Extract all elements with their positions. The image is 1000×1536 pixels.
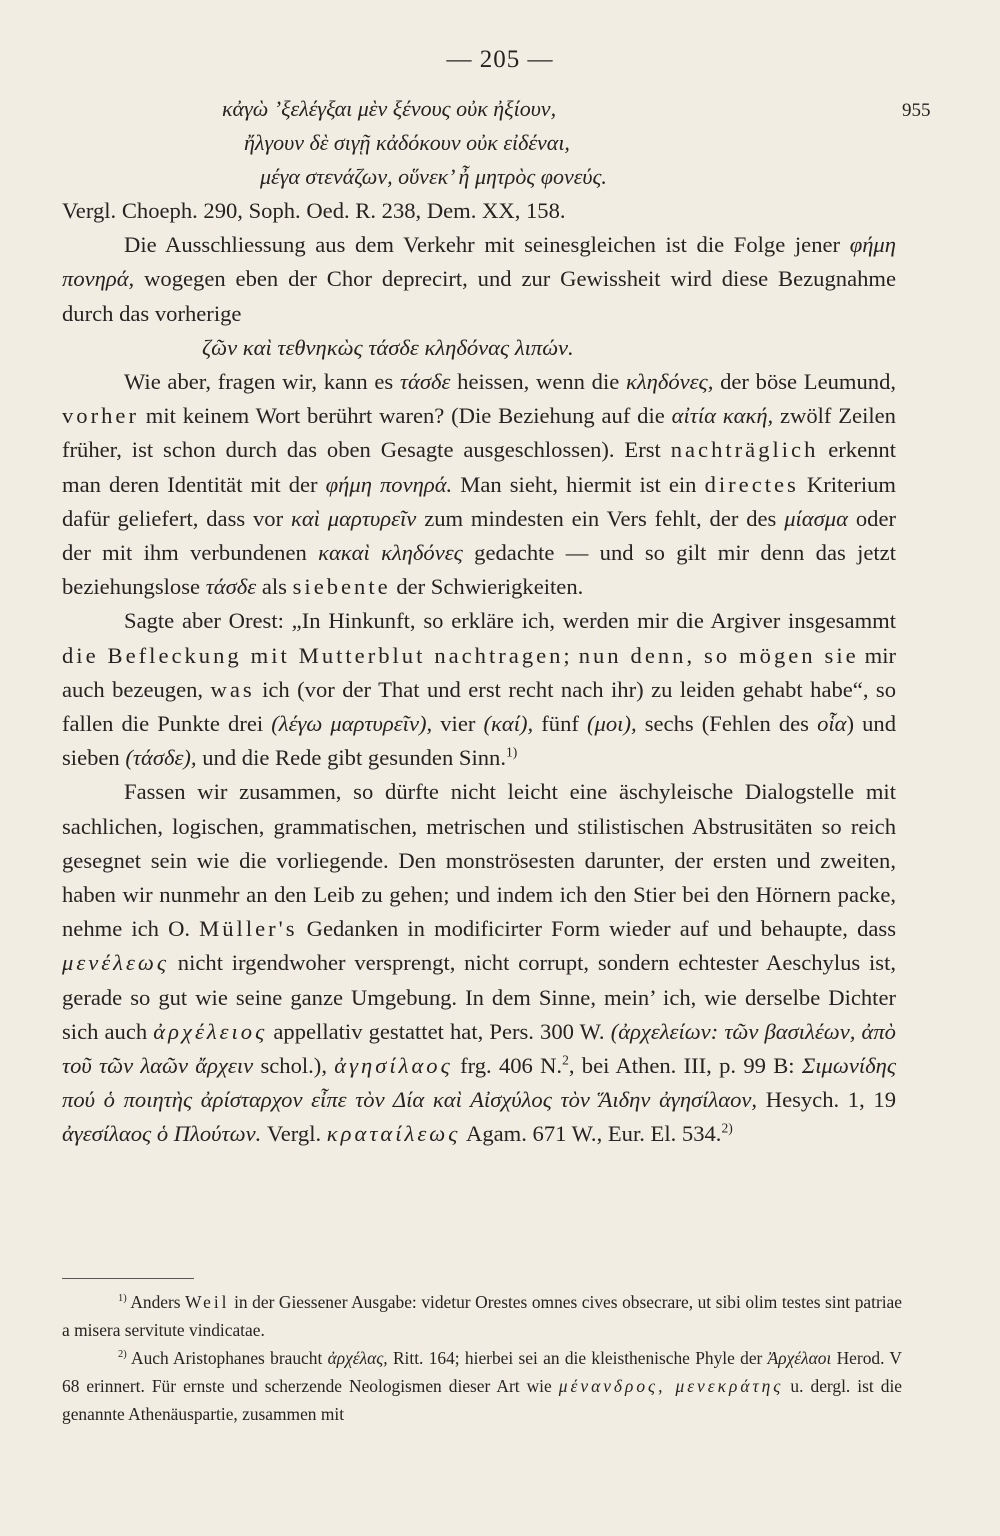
verse-line: μέγα στενάζων, οὕνεκ’ ἦ μητρὸς φονεύς.: [260, 164, 607, 189]
greek-phrase: μένανδρος, μενεκράτης: [558, 1376, 784, 1396]
footnote-marker: 2): [721, 1120, 733, 1136]
footnotes: [62, 1288, 902, 1428]
paragraph: Fassen wir zusammen, so dürfte nicht leicht eine äschyleische Dialogstelle mit sachlichen, logischen, grammatischen, metrischen und stilistischen Abstrusitäten so reich gesegnet sein wie die vorliegende. Den monströsesten darunter, der ersten und zweiten, haben wir nunmehr an den Leib zu gehen; und indem ich den Stier bei den Hörnern packe, nehme ich O. Müller's Gedanken in modificirter Form wieder auf und behaupte, dass μενέλεως nicht irgendwoher versprengt, nicht corrupt, sondern echtester Aeschylus ist, gerade so gut wie seine ganze Umgebung. In dem Sinne, mein’ ich, wie derselbe Dichter sich auch ἀρχέλειος appellativ gestattet hat, Pers. 300 W. (ἀρχελείων: τῶν βασιλέων, ἀπὸ τοῦ τῶν λαῶν ἄρχειν schol.), ἀγησίλαος frg. 406 N.$^2$, bei Athen. III, p. 99 B: Σιμωνίδης πού ὁ ποιητὴς ἀρίσταρχον εἶπε τὸν Δία καὶ Αἰσχύλος τὸν Ἅιδην ἀγησίλαον, Hesych. 1, 19 ἀγεσίλαος ὁ Πλούτων. Vergl. κραταίλεως Agam. 671 W., Eur. El. 534.$^{2)}$: [62, 779, 897, 1147]
greek-phrase: κραταίλεως: [326, 1121, 461, 1147]
spaced-emphasis: nun denn, so mögen sie: [578, 642, 859, 668]
verse-line-number: 955: [902, 100, 931, 121]
greek-phrase: φήμη πονηρά.: [325, 471, 453, 497]
greek-phrase: Ἀρχέλαοι: [767, 1348, 832, 1368]
verse-line: ἤλγουν δὲ σιγῇ κἀδόκουν οὐκ εἰδέναι,: [244, 130, 570, 155]
spaced-emphasis: siebente: [292, 574, 391, 600]
greek-phrase: (ἀρχελείων: τῶν βασιλέων, ἀπὸ τοῦ τῶν λαῶν ἄρχειν: [62, 1018, 896, 1079]
greek-phrase: Σιμωνίδης πού ὁ ποιητὴς ἀρίσταρχον εἶπε τὸν Δία καὶ Αἰσχύλος τὸν Ἅιδην ἀγησίλαον,: [62, 1053, 897, 1113]
greek-phrase: μίασμα: [784, 505, 849, 531]
spaced-emphasis: nachträglich: [670, 437, 819, 463]
greek-phrase: (μοι),: [587, 711, 637, 737]
footnote-divider: [62, 1278, 194, 1279]
quoted-verse: ζῶν καὶ τεθνηκὼς τάσδε κληδόνας λιπών.: [202, 334, 574, 360]
paragraph: Vergl. Choeph. 290, Soph. Oed. R. 238, Dem. XX, 158.: [62, 198, 566, 223]
footnote: $^{1)}$ Anders Weil in der Giessener Ausgabe: videtur Orestes omnes cives obsecrare, ut sibi olim testes sint patriae a misera servitute vindicatae.: [62, 1292, 902, 1340]
page-number: — 205 —: [446, 46, 554, 73]
greek-phrase: κακαὶ κληδόνες: [318, 540, 463, 566]
footnote-number: 1): [118, 1293, 127, 1305]
main-text: [62, 194, 896, 1152]
greek-phrase: ἀρχέλας,: [327, 1348, 388, 1368]
greek-phrase: ἀρχέλειος: [153, 1018, 268, 1044]
greek-phrase: (τάσδε),: [125, 745, 197, 771]
greek-phrase: (λέγω μαρτυρεῖν),: [271, 711, 433, 737]
footnote-number: 2): [118, 1349, 127, 1361]
spaced-emphasis: vorher: [62, 403, 139, 429]
paragraph: Sagte aber Orest: „In Hinkunft, so erkläre ich, werden mir die Argiver insgesammt die Befleckung mit Mutterblut nachtragen; nun denn, so mögen sie mir auch bezeugen, was ich (vor der That und erst recht nach ihr) zu leiden gehabt habe“, so fallen die Punkte drei (λέγω μαρτυρεῖν), vier (καί), fünf (μοι), sechs (Fehlen des οἷα) und sieben (τάσδε), und die Rede gibt gesunden Sinn.$^{1)}$: [62, 608, 897, 771]
footnote: $^{2)}$ Auch Aristophanes braucht ἀρχέλας, Ritt. 164; hierbei sei an die kleisthenische Phyle der Ἀρχέλαοι Herod. V 68 erinnert. Für ernste und scherzende Neologismen dieser Art wie μένανδρος, μενεκράτης u. dergl. ist die genannte Athenäuspartie, zusammen mit: [62, 1348, 903, 1424]
footnote-marker: 1): [505, 744, 518, 760]
spaced-emphasis: was: [210, 676, 255, 702]
greek-phrase: (καί),: [483, 711, 534, 737]
greek-phrase: καὶ μαρτυρεῖν: [290, 505, 417, 531]
paragraph: Die Ausschliessung aus dem Verkehr mit seinesgleichen ist die Folge jener φήμη πονηρά, wogegen eben der Chor deprecirt, und zur Gewissheit wird diese Bezugnahme durch das vorherige: [62, 232, 896, 326]
greek-phrase: οἷα: [817, 711, 847, 737]
paragraph: Wie aber, fragen wir, kann es τάσδε heissen, wenn die κληδόνες, der böse Leumund, vorher mit keinem Wort berührt waren? (Die Beziehung auf die αἰτία κακή, zwölf Zeilen früher, ist schon durch das oben Gesagte ausgeschlossen). Erst nachträglich erkennt man deren Identität mit der φήμη πονηρά. Man sieht, hiermit ist ein directes Kriterium dafür geliefert, dass vor καὶ μαρτυρεῖν zum mindesten ein Vers fehlt, der des μίασμα oder der mit ihm verbundenen κακαὶ κληδόνες gedachte — und so gilt mir denn das jetzt beziehungslose τάσδε als siebente der Schwierigkeiten.: [62, 369, 897, 600]
greek-phrase: αἰτία κακή,: [671, 403, 774, 429]
spaced-emphasis: die Befleckung mit Mutterblut nachtragen;: [62, 642, 573, 668]
verse-line: κἀγὼ ’ξελέγξαι μὲν ξένους οὐκ ἠξίουν,: [222, 96, 557, 121]
greek-phrase: τάσδε: [399, 369, 451, 395]
greek-phrase: μενέλεως: [62, 950, 169, 976]
greek-phrase: τάσδε: [205, 574, 257, 600]
superscript: 2: [562, 1052, 569, 1068]
spaced-emphasis: Müller's: [199, 916, 298, 942]
spaced-emphasis: Weil: [185, 1292, 230, 1312]
greek-phrase: ἀγησίλαος: [334, 1053, 453, 1079]
spaced-emphasis: directes: [704, 471, 799, 497]
greek-phrase: φήμη πονηρά,: [62, 232, 896, 292]
greek-phrase: ἀγεσίλαος ὁ Πλούτων.: [62, 1121, 262, 1147]
greek-phrase: κληδόνες,: [625, 369, 714, 395]
